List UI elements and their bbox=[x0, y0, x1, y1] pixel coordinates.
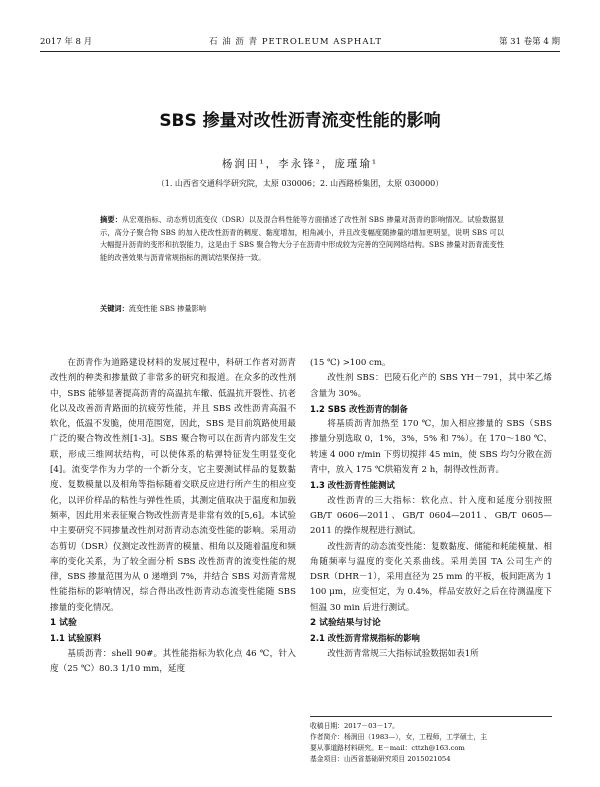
footnote-fund: 基金项目：山西省基础研究项目 2015021054 bbox=[310, 755, 451, 763]
body-paragraph: 改性沥青的动态流变性能：复数黏度、储能和耗能模量、相角随频率与温度的变化关系曲线。采用美国 TA 公司生产的 DSR（DHR－1），采用直径为 25 mm 的平板，板间距离为 1 100 μm，应变恒定，为 0.4%，样品安放好之后在待测温度下恒温 30 min 后进行测试。 bbox=[310, 541, 552, 613]
body-paragraph: (15 ℃) >100 cm。 bbox=[310, 358, 391, 368]
abstract-text: 从宏观指标、动态剪切流变仪（DSR）以及混合料性能等方面描述了改性剂 SBS 掺量对沥青的影响情况。试验数据显示，高分子聚合物 SBS 的加入使改性沥青的稠度、黏度增加，相角减小，并且改变幅度随掺量的增加更明显，说明 SBS 可以大幅提升沥青的变形和抗裂能力，这是由于 SBS 聚合物大分子在沥青中形成较为完善的空间网络结构。SBS 掺量对沥青流变性能的改善效果与沥青常规指标的测试结果保持一致。 bbox=[100, 215, 504, 262]
subsection-heading: 1.3 改性沥青性能测试 bbox=[310, 480, 395, 491]
body-paragraph: 基质沥青：shell 90#。其性能指标为软化点 46 ℃，针入度（25 ℃）80.3 1/10 mm，延度 bbox=[50, 648, 296, 674]
abstract bbox=[100, 214, 504, 264]
section-heading: 1 试验 bbox=[50, 618, 77, 629]
header-date: 2017 年 8 月 bbox=[40, 37, 93, 47]
keywords bbox=[100, 304, 504, 314]
body-paragraph: 改性剂 SBS：巴陵石化产的 SBS YH－791，其中苯乙烯含量为 30%。 bbox=[310, 373, 552, 399]
intro-paragraph: 在沥青作为道路建设材料的发展过程中，科研工作者对沥青改性剂的种类和掺量做了非常多的研究和报道。在众多的改性剂中，SBS 能够显著提高沥青的高温抗车辙、低温抗开裂性、抗老化以及改善沥青路面的抗疲劳性能，并且 SBS 改性沥青高温不软化，低温不发脆，使用范围宽，因此，SBS 是目前筑路使用最广泛的聚合物改性剂[1-3]。SBS 聚合物可以在沥青内部发生交联，形成三维网状结构，可以使体系的粘弹特征发生明显变化[4]。流变学作为力学的一个新分支，它主要测试样品的复数黏度、复数模量以及相角等指标随着交联反应进行所产生的相应变化，以评价样品的粘性与弹性性质，其测定值取决于温度和加载频率，因此用来表征聚合物改性沥青是非常有效的[5,6]。本试验中主要研究不同掺量改性剂对沥青动态流变性能的影响。采用动态剪切（DSR）仪测定改性沥青的模量、相角以及随着温度和频率的变化关系，为了较全面分析 SBS 改性沥青的流变性能的规律，SBS 掺量范围为从 0 递增到 7%，并结合 SBS 对沥青常规性能指标的影响情况，综合得出改性沥青动态流变性能随 SBS 掺量的变化情况。 bbox=[50, 358, 296, 613]
footnote-received: 收稿日期：2017－03－17。 bbox=[310, 722, 399, 730]
header-volume: 第 31 卷第 4 期 bbox=[498, 37, 560, 47]
subsection-heading: 1.2 SBS 改性沥青的制备 bbox=[310, 403, 408, 414]
abstract-label: 摘要： bbox=[100, 215, 123, 224]
keywords-label: 关键词： bbox=[100, 304, 129, 313]
header-journal: 石 油 沥 青 PETROLEUM ASPHALT bbox=[209, 37, 383, 47]
paper-title: SBS 掺量对改性沥青流变性能的影响 bbox=[159, 111, 441, 131]
footnote-bio-cont: 要从事道路材料研究。E－mail：cttzh@163.com bbox=[310, 744, 465, 752]
subsection-heading: 2.1 改性沥青常规指标的影响 bbox=[310, 633, 420, 644]
running-header bbox=[40, 36, 560, 52]
subsection-heading: 1.1 试验原料 bbox=[50, 633, 102, 644]
section-heading: 2 试验结果与讨论 bbox=[310, 618, 381, 629]
left-column bbox=[50, 356, 296, 677]
body-paragraph: 改性沥青常规三大指标试验数据如表1所 bbox=[327, 648, 479, 659]
authors: 杨润田¹，李永锋²，庞瑾瑜¹ bbox=[221, 158, 379, 170]
affiliation: （1. 山西省交通科学研究院，太原 030006；2. 山西路桥集团，太原 030000） bbox=[156, 179, 444, 188]
keywords-text: 流变性能 SBS 掺量影响 bbox=[128, 304, 206, 313]
right-column bbox=[310, 356, 552, 662]
footnote bbox=[310, 716, 552, 765]
footnote-bio: 作者简介：杨润田（1983—），女，工程师，工学硕士，主 bbox=[310, 733, 488, 741]
body-paragraph: 改性沥青的三大指标：软化点、针入度和延度分别按照 GB/T 0606—2011、GB/T 0604—2011、GB/T 0605—2011 的操作规程进行测试。 bbox=[310, 495, 552, 537]
body-paragraph: 将基质沥青加热至 170 ℃，加入相应掺量的 SBS（SBS 掺量分别选取 0，1%，3%，5% 和 7%）。在 170～180 ℃、转速 4 000 r/min 下剪切搅拌 45 min，使 SBS 均匀分散在沥青中，放入 175 ℃烘箱发育 2 h，制得改性沥青。 bbox=[310, 419, 552, 476]
